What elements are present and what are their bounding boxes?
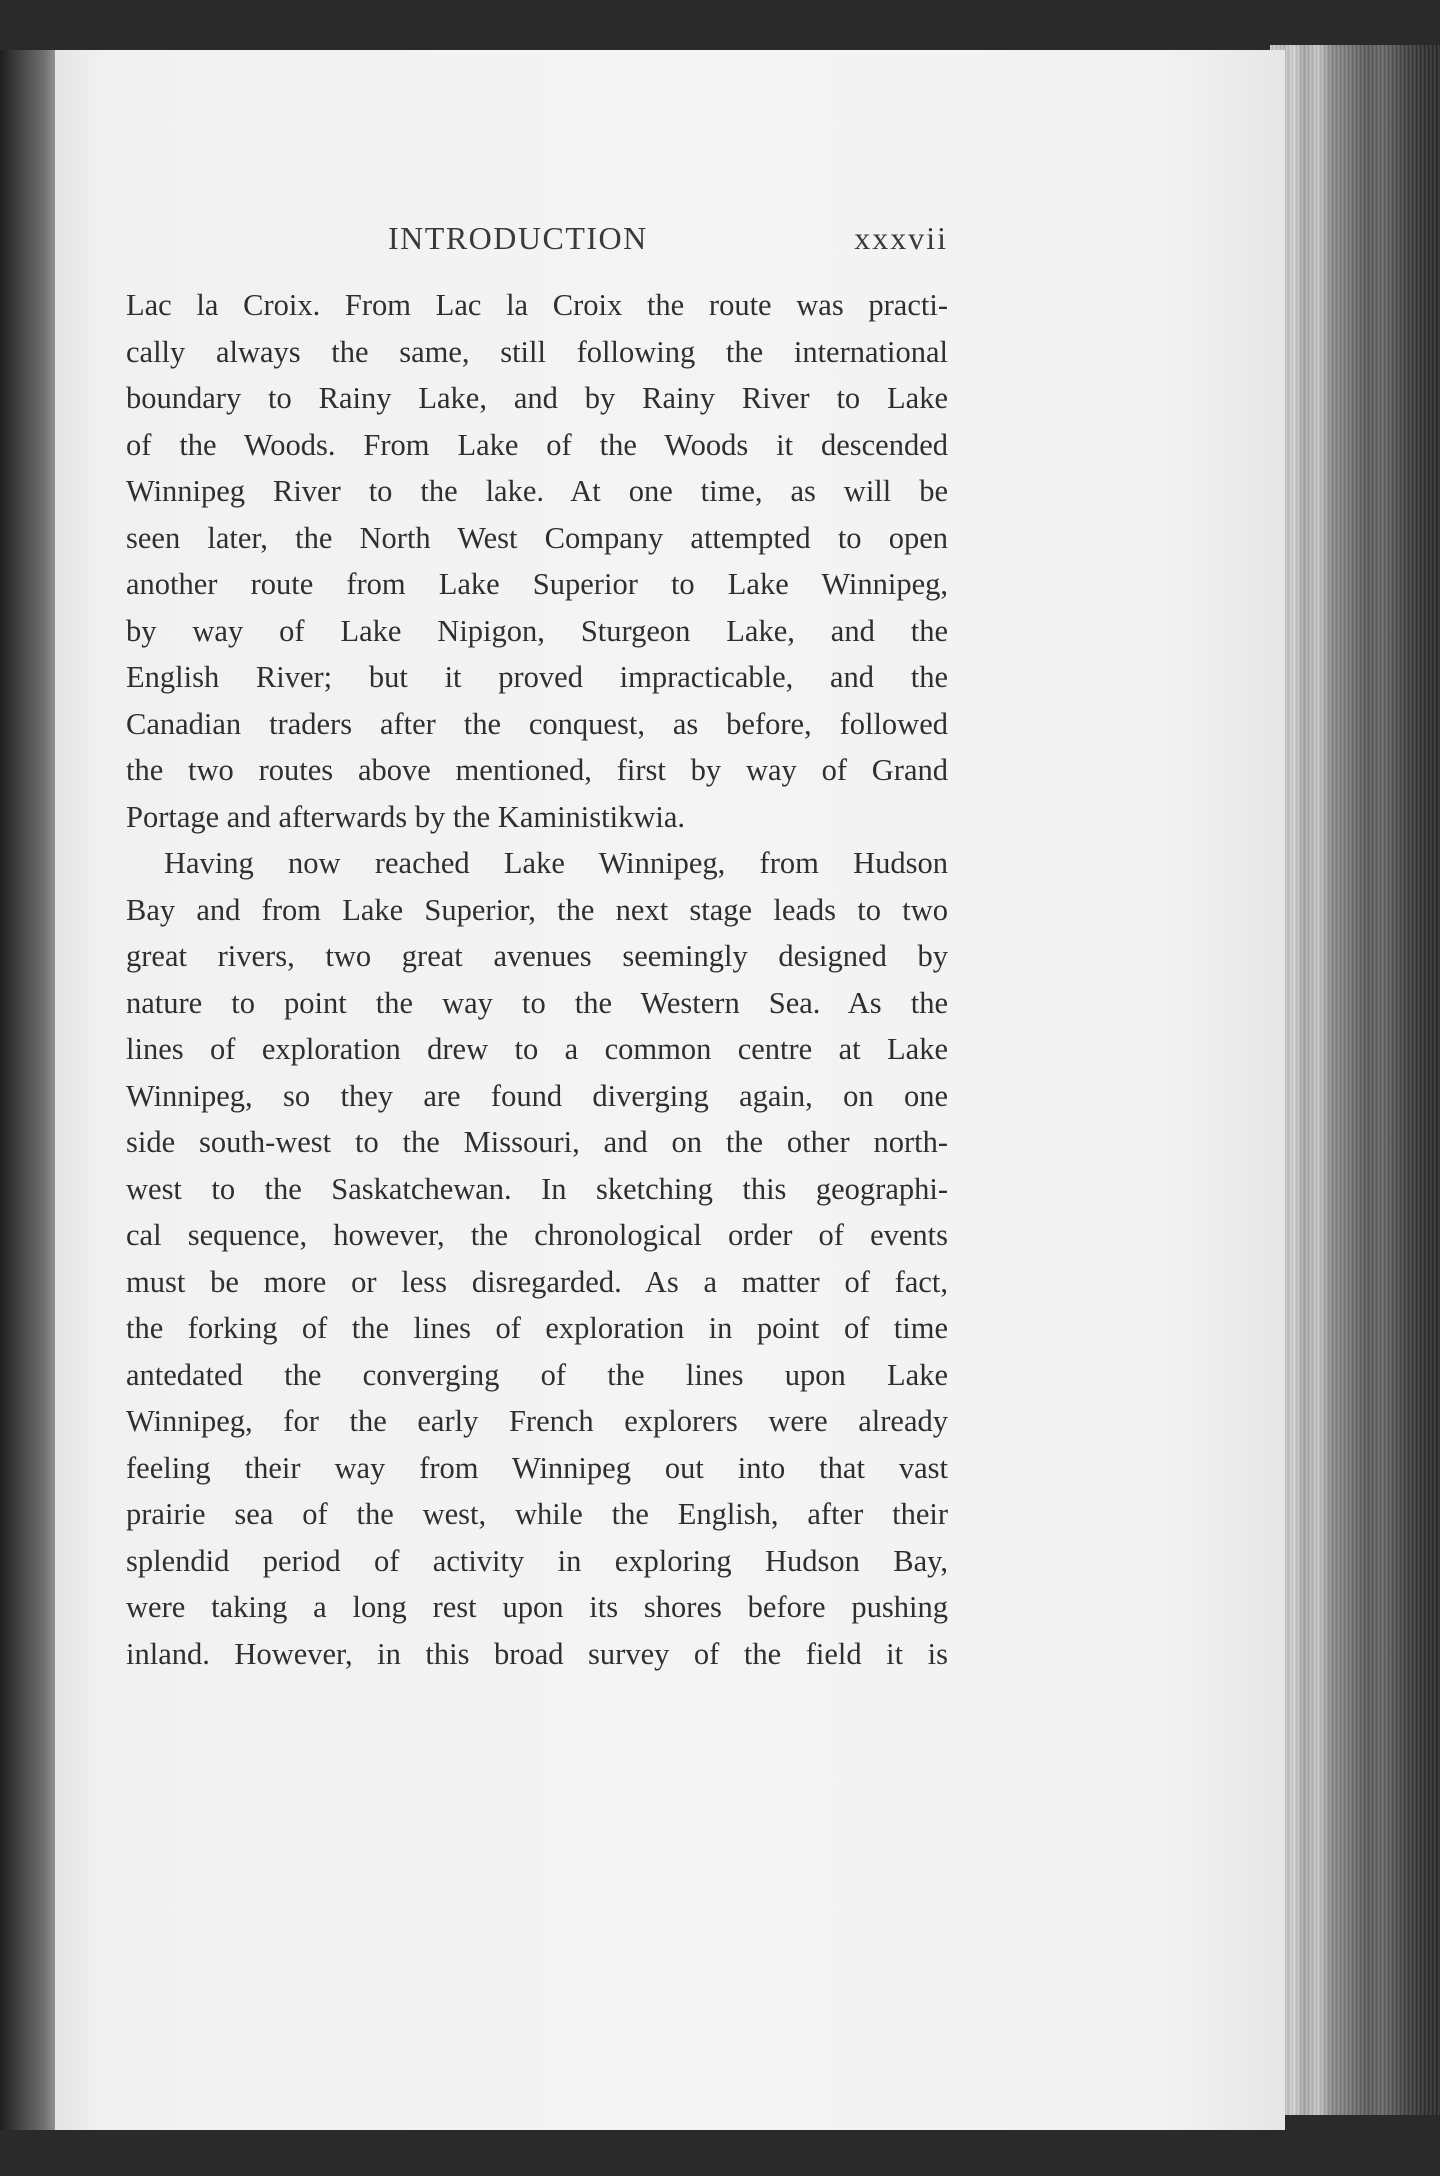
text-line: the forking of the lines of exploration in point of time [126,1311,948,1345]
text-line: cal sequence, however, the chronological order of events [126,1218,948,1252]
text-line: Lac la Croix. From Lac la Croix the route was practi- [126,288,948,322]
text-line: Portage and afterwards by the Kaministikwia. [126,799,686,834]
text-line: Canadian traders after the conquest, as before, followed [126,706,948,741]
running-head [126,220,948,264]
text-line: great rivers, two great avenues seemingly designed by [126,939,948,973]
text-line: inland. However, in this broad survey of the field it is [126,1636,948,1671]
text-line: lines of exploration drew to a common centre at Lake [126,1032,948,1066]
text-line: Winnipeg River to the lake. At one time, as will be [126,474,948,508]
body-text [126,282,948,1677]
text-line: splendid period of activity in exploring Hudson Bay, [126,1543,948,1578]
text-line: Bay and from Lake Superior, the next stage leads to two [126,892,948,927]
text-line: were taking a long rest upon its shores before pushing [126,1590,948,1624]
paragraph-1 [126,282,948,840]
text-line: west to the Saskatchewan. In sketching this geographi- [126,1171,948,1206]
text-line: of the Woods. From Lake of the Woods it descended [126,427,948,462]
paragraph-2 [126,840,948,1677]
binding-gutter [0,50,58,2130]
text-line: by way of Lake Nipigon, Sturgeon Lake, and the [126,613,948,648]
page-edges [1270,45,1440,2115]
text-line: must be more or less disregarded. As a matter of fact, [126,1264,948,1299]
text-line: Having now reached Lake Winnipeg, from Hudson [164,846,948,880]
page-number: xxxvii [854,220,948,256]
text-line: feeling their way from Winnipeg out into that vast [126,1450,948,1485]
text-line: prairie sea of the west, while the English, after their [126,1497,948,1531]
running-head-title: INTRODUCTION [388,220,648,256]
text-line: English River; but it proved impracticable, and the [126,660,948,694]
text-line: the two routes above mentioned, first by way of Grand [126,753,948,787]
text-line: boundary to Rainy Lake, and by Rainy River to Lake [126,381,948,415]
text-line: another route from Lake Superior to Lake Winnipeg, [126,567,948,601]
text-line: Winnipeg, for the early French explorers were already [126,1404,948,1438]
text-line: seen later, the North West Company attempted to open [126,520,948,555]
text-line: cally always the same, still following the international [126,334,948,369]
text-line: antedated the converging of the lines upon Lake [126,1357,948,1392]
text-line: nature to point the way to the Western Sea. As the [126,985,948,1020]
text-line: side south-west to the Missouri, and on the other north- [126,1125,948,1159]
text-line: Winnipeg, so they are found diverging again, on one [126,1078,948,1113]
